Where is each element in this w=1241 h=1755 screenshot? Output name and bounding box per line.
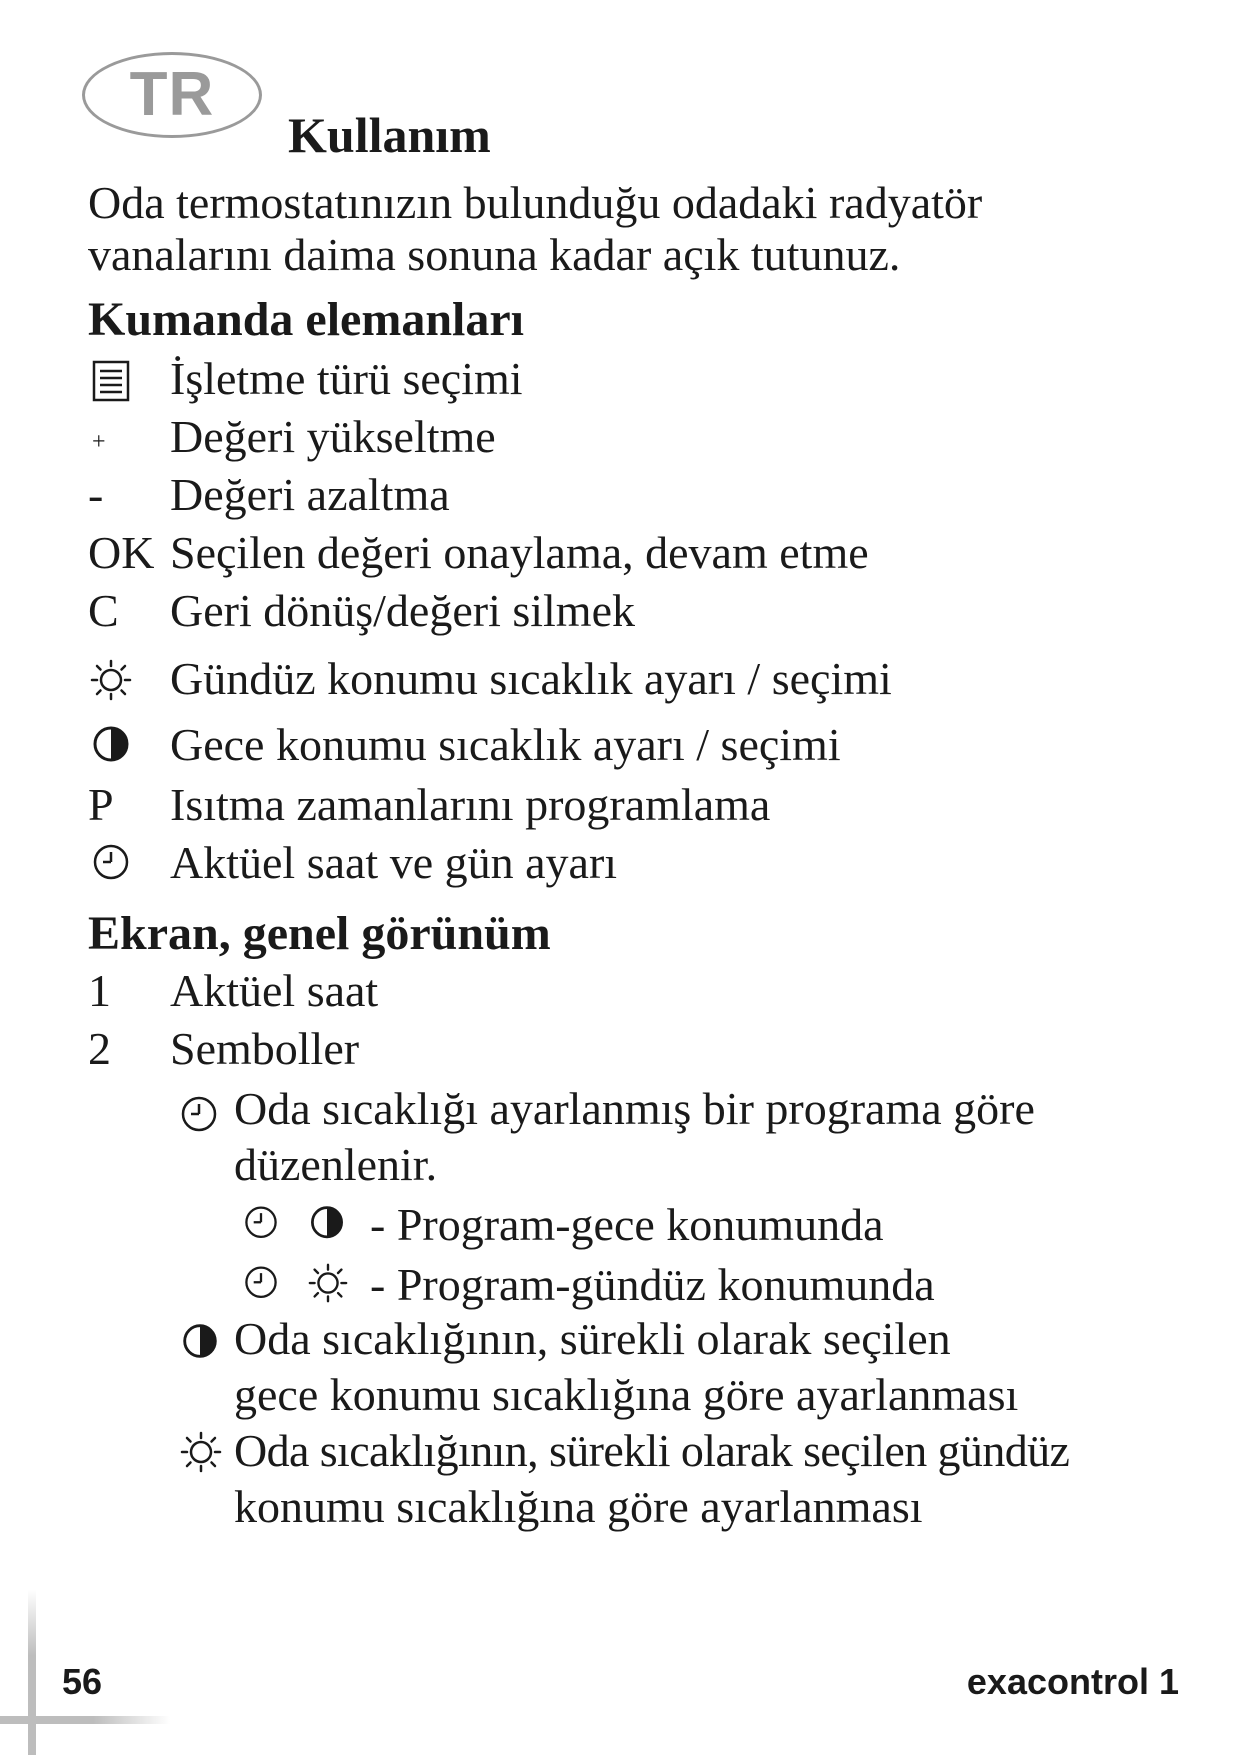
control-item-plus xyxy=(88,411,1188,470)
control-key: + xyxy=(92,429,106,455)
display-number: 1 xyxy=(88,965,111,1016)
language-label: TR xyxy=(129,60,215,129)
display-heading: Ekran, genel görünüm xyxy=(88,907,551,960)
control-text: Gündüz konumu sıcaklık ayarı / seçimi xyxy=(170,653,892,704)
moon-icon xyxy=(178,1320,222,1369)
control-text: Değeri azaltma xyxy=(170,469,450,520)
clock-icon xyxy=(88,842,134,888)
day-symbol-line-1: Oda sıcaklığının, sürekli olarak seçilen gündüz xyxy=(234,1425,1070,1476)
page-number: 56 xyxy=(62,1661,103,1702)
clock-icon xyxy=(176,1094,222,1145)
control-text: Aktüel saat ve gün ayarı xyxy=(170,837,618,888)
day-symbol-line-2: konumu sıcaklığına göre ayarlanması xyxy=(234,1481,923,1532)
night-symbol-line-1: Oda sıcaklığının, sürekli olarak seçilen xyxy=(234,1313,951,1364)
control-text: Değeri yükseltme xyxy=(170,411,496,462)
control-item-night xyxy=(88,719,1188,778)
control-item-minus xyxy=(88,469,1188,528)
clock-icon xyxy=(240,1264,282,1311)
sun-icon xyxy=(178,1430,224,1481)
product-name: exacontrol 1 xyxy=(966,1661,1179,1702)
control-text: Isıtma zamanlarını programlama xyxy=(170,779,771,830)
page-title: Kullanım xyxy=(288,107,491,163)
clock-icon xyxy=(240,1204,282,1251)
moon-icon xyxy=(88,724,134,770)
control-text: Geri dönüş/değeri silmek xyxy=(170,585,636,636)
intro-line-2: vanalarını daima sonuna kadar açık tutunuz. xyxy=(88,229,901,280)
control-item-day xyxy=(88,653,1188,712)
menu-icon xyxy=(88,358,134,404)
display-text: Semboller xyxy=(170,1023,360,1074)
control-key: OK xyxy=(88,527,155,578)
language-badge xyxy=(82,52,262,138)
program-night-text: - Program-gece konumunda xyxy=(370,1199,884,1250)
display-item-1 xyxy=(88,965,1188,1024)
moon-icon xyxy=(306,1204,348,1251)
program-symbol-line-2: düzenlenir. xyxy=(234,1139,438,1190)
night-symbol-line-2: gece konumu sıcaklığına göre ayarlanması xyxy=(234,1369,1019,1420)
display-text: Aktüel saat xyxy=(170,965,379,1016)
sun-icon xyxy=(306,1262,350,1311)
control-item-c xyxy=(88,585,1188,644)
controls-heading: Kumanda elemanları xyxy=(88,293,525,346)
sun-icon xyxy=(88,658,134,704)
control-text: İşletme türü seçimi xyxy=(170,353,523,404)
control-text: Seçilen değeri onaylama, devam etme xyxy=(170,527,869,578)
control-key: P xyxy=(88,779,114,830)
intro-line-1: Oda termostatınızın bulunduğu odadaki radyatör xyxy=(88,177,983,228)
crop-mark-vertical xyxy=(28,1590,36,1755)
crop-mark-horizontal xyxy=(0,1716,170,1724)
control-item-mode xyxy=(88,353,1188,412)
control-key: C xyxy=(88,585,119,636)
program-day-text: - Program-gündüz konumunda xyxy=(370,1259,935,1310)
program-symbol-line-1: Oda sıcaklığı ayarlanmış bir programa göre xyxy=(234,1083,1035,1134)
control-item-ok xyxy=(88,527,1188,586)
control-item-clock xyxy=(88,837,1188,896)
display-number: 2 xyxy=(88,1023,111,1074)
control-item-p xyxy=(88,779,1188,838)
control-text: Gece konumu sıcaklık ayarı / seçimi xyxy=(170,719,841,770)
control-key: - xyxy=(88,469,104,520)
display-item-2 xyxy=(88,1023,1188,1082)
